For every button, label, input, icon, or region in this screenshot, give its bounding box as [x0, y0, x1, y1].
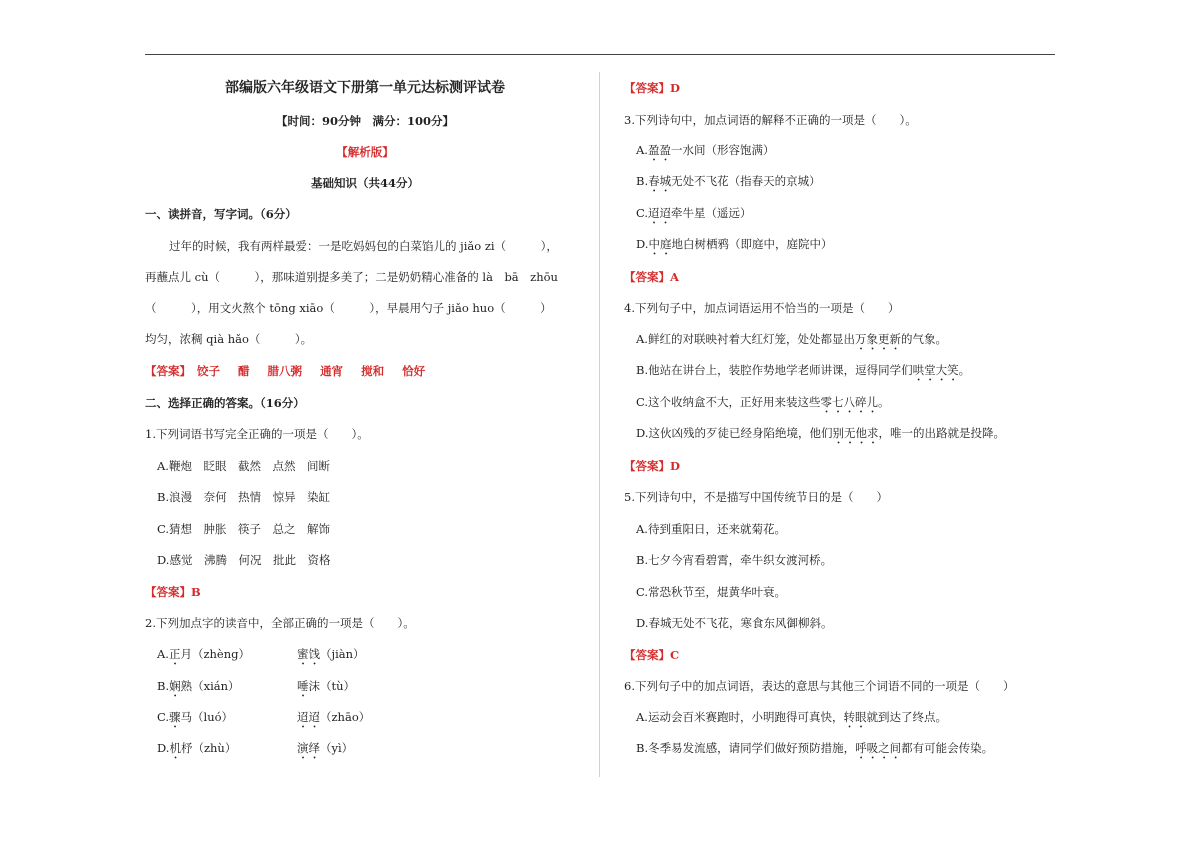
q5-option-a: A.待到重阳日，还来就菊花。: [636, 522, 786, 536]
q2-1-option-b: B.浪漫 奈何 热情 惊异 染缸: [157, 490, 331, 504]
q6-stem: 6.下列句子中的加点词语，表达的意思与其他三个词语不同的一项是（ ）: [624, 679, 1015, 693]
answer-item: 醋: [238, 364, 250, 378]
q6-option-a: A.运动会百米赛跑时，小明跑得可真快，转眼就到达了终点。: [636, 710, 947, 724]
q4-option-b: B.他站在讲台上，装腔作势地学老师讲课，逗得同学们哄堂大笑。: [636, 363, 971, 377]
q5-option-c: C.常恐秋节至，焜黄华叶衰。: [636, 585, 787, 599]
q4-option-a: A.鲜红的对联映衬着大红灯笼，处处都显出万象更新的气象。: [636, 332, 947, 346]
q1-line-3: （ ），用文火熬个 tōng xiāo（ ），早晨用勺子 jiǎo huo（ ）: [145, 301, 552, 315]
q1-answer: [145, 363, 439, 379]
q5-option-b: B.七夕今宵看碧霄，牵牛织女渡河桥。: [636, 553, 833, 567]
q1-heading: 一、读拼音，写字词。（6分）: [145, 207, 297, 221]
answer-item: 腊八粥: [267, 364, 303, 378]
q1-line-4: 均匀，浓稠 qià hǎo（ ）。: [145, 332, 313, 346]
q2-2-option-b: B.娴熟（xián） 唾沫（tù）: [157, 679, 356, 693]
answer-label: 【答案】: [145, 364, 191, 378]
q2-1-option-d: D.感觉 沸腾 何况 批此 资格: [157, 553, 331, 567]
q2-2-option-d: D.机杼（zhù） 演绎（yì）: [157, 741, 354, 755]
q5-answer: 【答案】C: [624, 648, 680, 662]
q2-1-option-a: A.鞭炮 眨眼 截然 点然 间断: [157, 459, 330, 473]
q5-stem: 5.下列诗句中，不是描写中国传统节日的是（ ）: [624, 490, 888, 504]
analysis-badge: 【解析版】: [336, 145, 394, 159]
answer-item: 搅和: [361, 364, 385, 378]
q2-2-option-a: A.正月（zhèng） 蜜饯（jiàn）: [157, 647, 365, 661]
q2-2-stem: 2.下列加点字的读音中，全部正确的一项是（ ）。: [145, 616, 415, 630]
q6-option-b: B.冬季易发流感，请同学们做好预防措施，呼吸之间都有可能会传染。: [636, 741, 994, 755]
q4-option-d: D.这伙凶残的歹徒已经身陷绝境，他们别无他求，唯一的出路就是投降。: [636, 426, 1005, 440]
page-title: 部编版六年级语文下册第一单元达标测评试卷: [225, 80, 505, 96]
q1-line-1: 过年的时候，我有两样最爱：一是吃妈妈包的白菜馅儿的 jiǎo zi（ ），: [169, 239, 558, 253]
exam-meta: 【时间：90分钟 满分：100分】: [275, 114, 454, 128]
q2-2-option-c: C.骤马（luó） 迢迢（zhāo）: [157, 710, 371, 724]
q3-answer: 【答案】A: [624, 270, 679, 284]
q2-1-answer: 【答案】B: [145, 585, 201, 599]
q2-1-stem: 1.下列词语书写完全正确的一项是（ ）。: [145, 427, 369, 441]
q2-2-answer: 【答案】D: [624, 81, 680, 95]
q3-option-a: A.盈盈一水间（形容饱满）: [636, 143, 775, 157]
q1-line-2: 再蘸点儿 cù（ ），那味道别提多美了；二是奶奶精心准备的 là bā zhōu: [145, 270, 558, 284]
q4-answer: 【答案】D: [624, 459, 680, 473]
q3-option-b: B.春城无处不飞花（指春天的京城）: [636, 174, 821, 188]
q4-option-c: C.这个收纳盒不大，正好用来装这些零七八碎儿。: [636, 395, 890, 409]
q2-heading: 二、选择正确的答案。（16分）: [145, 396, 305, 410]
q3-option-d: D.中庭地白树栖鸦（即庭中，庭院中）: [636, 237, 833, 251]
answer-item: 饺子: [197, 364, 221, 378]
section-title: 基础知识（共44分）: [310, 176, 419, 190]
q5-option-d: D.春城无处不飞花，寒食东风御柳斜。: [636, 616, 833, 630]
q3-stem: 3.下列诗句中，加点词语的解释不正确的一项是（ ）。: [624, 113, 917, 127]
answer-item: 恰好: [402, 364, 426, 378]
column-divider: [599, 72, 600, 777]
q2-1-option-c: C.猜想 肿胀 筷子 总之 解饰: [157, 522, 331, 536]
header-rule: [145, 54, 1055, 55]
q3-option-c: C.迢迢牵牛星（遥远）: [636, 206, 752, 220]
answer-item: 通宵: [320, 364, 344, 378]
q4-stem: 4.下列句子中，加点词语运用不恰当的一项是（ ）: [624, 301, 900, 315]
